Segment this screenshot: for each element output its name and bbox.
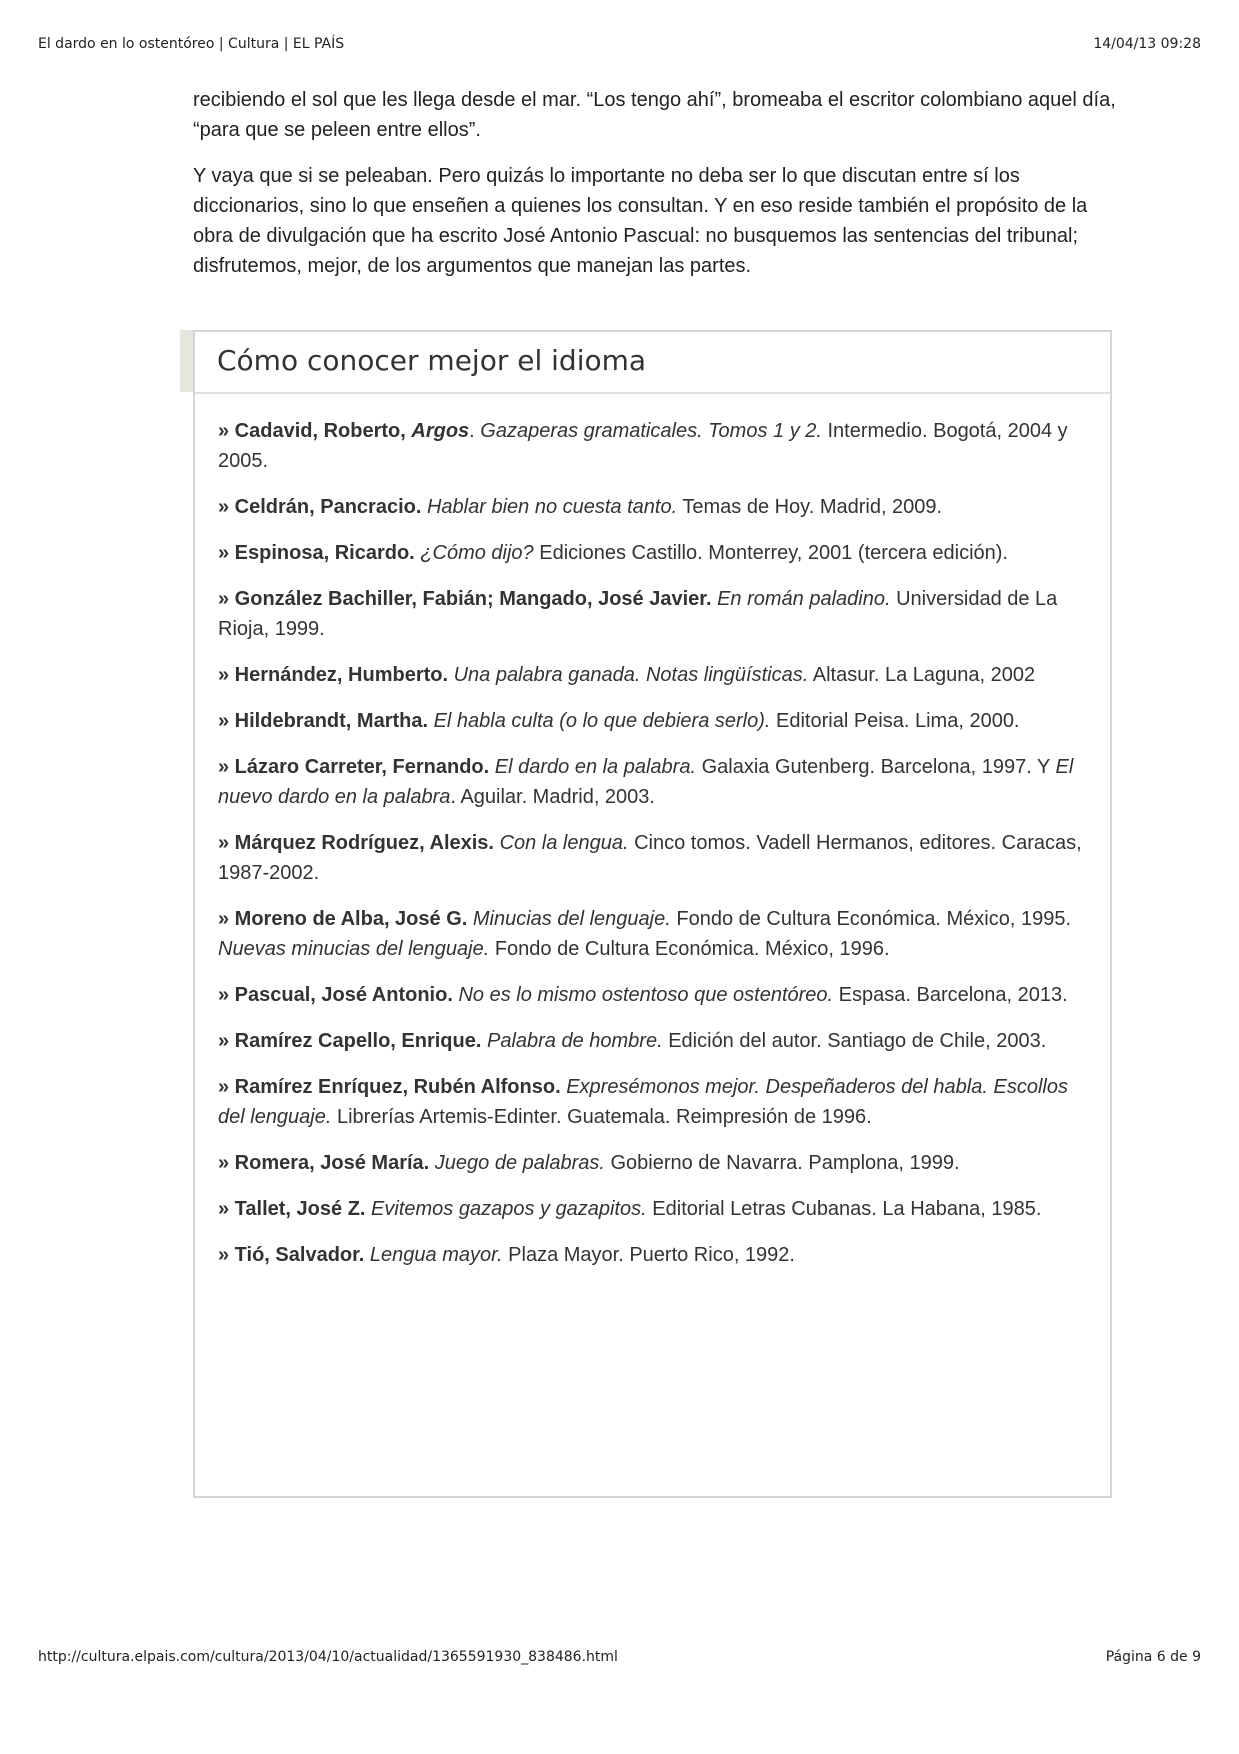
bibliography-entry	[218, 492, 1088, 522]
entry-details: Plaza Mayor. Puerto Rico, 1992.	[502, 1244, 795, 1266]
entry-title: ¿Cómo dijo?	[420, 542, 534, 564]
entry-details: Intermedio. Bogotá, 2004 y 2005.	[218, 420, 1068, 472]
entry-title: El habla culta (o lo que debiera serlo).	[433, 710, 771, 732]
entry-details: Fondo de Cultura Económica. México, 1995.	[670, 908, 1072, 930]
entry-details: Editorial Letras Cubanas. La Habana, 1985.	[646, 1198, 1042, 1220]
bibliography-entry	[218, 1194, 1088, 1224]
entry-details: Galaxia Gutenberg. Barcelona, 1997. Y	[696, 756, 1056, 778]
entry-author: » Romera, José María.	[218, 1152, 430, 1174]
bibliography-entry	[218, 416, 1088, 476]
entry-details: . Aguilar. Madrid, 2003.	[450, 786, 655, 808]
entry-title: Lengua mayor.	[369, 1244, 503, 1266]
entry-author: » González Bachiller, Fabián; Mangado, José Javier.	[218, 588, 712, 610]
box-accent-bar	[180, 330, 193, 392]
entry-details: Librerías Artemis-Edinter. Guatemala. Reimpresión de 1996.	[331, 1106, 872, 1128]
print-header	[38, 36, 1201, 52]
entry-author: » Pascual, José Antonio.	[218, 984, 453, 1006]
entry-details: Altasur. La Laguna, 2002	[808, 664, 1036, 686]
bibliography-entry	[218, 660, 1088, 690]
bibliography-entry	[218, 538, 1088, 568]
article-paragraph: Y vaya que si se peleaban. Pero quizás lo importante no deba ser lo que discutan entre sí los diccionarios, sino lo que enseñen a quienes los consultan. Y en eso reside también el propósito de la obra de divulgación que ha escrito José Antonio Pascual: no busquemos las sentencias del tribunal; disfrutemos, mejor, de los argumentos que manejan las partes.	[193, 165, 1088, 277]
print-footer	[38, 1649, 1201, 1665]
bibliography-box	[193, 330, 1112, 1498]
entry-title: Evitemos gazapos y gazapitos.	[371, 1198, 647, 1220]
entry-author: » Hildebrandt, Martha.	[218, 710, 429, 732]
entry-title: No es lo mismo ostentoso que ostentóreo.	[458, 984, 834, 1006]
entry-title: Palabra de hombre.	[486, 1030, 663, 1052]
entry-author: » Tallet, José Z.	[218, 1198, 366, 1220]
entry-title: Hablar bien no cuesta tanto.	[426, 496, 678, 518]
entry-title: Juego de palabras.	[434, 1152, 605, 1174]
entry-details: .	[469, 420, 481, 442]
entry-author: » Márquez Rodríguez, Alexis.	[218, 832, 494, 854]
bibliography-entry	[218, 1148, 1088, 1178]
bibliography-entry	[218, 904, 1088, 964]
entry-title: Con la lengua.	[499, 832, 629, 854]
entry-author: » Celdrán, Pancracio.	[218, 496, 422, 518]
entry-author: » Tió, Salvador.	[218, 1244, 365, 1266]
print-footer-url: http://cultura.elpais.com/cultura/2013/04/10/actualidad/1365591930_838486.html	[38, 1649, 618, 1665]
bibliography-entry	[218, 706, 1088, 736]
bibliography-entry	[218, 1072, 1088, 1132]
entry-details: Gobierno de Navarra. Pamplona, 1999.	[604, 1152, 960, 1174]
entry-details: Universidad de La Rioja, 1999.	[218, 588, 1058, 640]
bibliography-box-header	[195, 332, 1110, 394]
entry-details: Ediciones Castillo. Monterrey, 2001 (tercera edición).	[533, 542, 1008, 564]
bibliography-entry	[218, 1240, 1088, 1270]
entry-author: » Ramírez Capello, Enrique.	[218, 1030, 482, 1052]
entry-details: Edición del autor. Santiago de Chile, 2003.	[662, 1030, 1047, 1052]
bibliography-list	[195, 394, 1110, 1270]
entry-details: Espasa. Barcelona, 2013.	[833, 984, 1068, 1006]
entry-title: Gazaperas gramaticales. Tomos 1 y 2.	[480, 420, 822, 442]
bibliography-box-title: Cómo conocer mejor el idioma	[217, 344, 647, 377]
entry-title: En román paladino.	[717, 588, 891, 610]
entry-author: » Espinosa, Ricardo.	[218, 542, 415, 564]
entry-author: » Lázaro Carreter, Fernando.	[218, 756, 490, 778]
entry-title: El nuevo dardo en la palabra	[218, 756, 1074, 808]
entry-title: Una palabra ganada. Notas lingüísticas.	[453, 664, 809, 686]
entry-details: Cinco tomos. Vadell Hermanos, editores. Caracas, 1987-2002.	[218, 832, 1082, 884]
entry-author: » Ramírez Enríquez, Rubén Alfonso.	[218, 1076, 561, 1098]
entry-title: Nuevas minucias del lenguaje.	[218, 938, 490, 960]
entry-details: Temas de Hoy. Madrid, 2009.	[677, 496, 943, 518]
bibliography-entry	[218, 980, 1088, 1010]
entry-title: El dardo en la palabra.	[494, 756, 697, 778]
article-paragraph: recibiendo el sol que les llega desde el mar. “Los tengo ahí”, bromeaba el escritor colombiano aquel día, “para que se peleen entre ellos”.	[193, 89, 1116, 141]
bibliography-entry	[218, 584, 1088, 644]
entry-details: Fondo de Cultura Económica. México, 1996.	[489, 938, 890, 960]
entry-author: » Cadavid, Roberto,	[218, 420, 412, 442]
bibliography-entry	[218, 828, 1088, 888]
article-body	[193, 85, 1123, 297]
entry-title: Expresémonos mejor. Despeñaderos del habla. Escollos del lenguaje.	[218, 1076, 1068, 1128]
print-footer-page: Página 6 de 9	[1105, 1649, 1201, 1665]
entry-title: Minucias del lenguaje.	[472, 908, 671, 930]
entry-author-italic: Argos	[411, 420, 470, 442]
print-header-title: El dardo en lo ostentóreo | Cultura | EL PAÍS	[38, 36, 345, 52]
print-header-datetime: 14/04/13 09:28	[1093, 36, 1201, 52]
entry-details: Editorial Peisa. Lima, 2000.	[770, 710, 1020, 732]
entry-author: » Hernández, Humberto.	[218, 664, 449, 686]
bibliography-entry	[218, 1026, 1088, 1056]
bibliography-entry	[218, 752, 1088, 812]
entry-author: » Moreno de Alba, José G.	[218, 908, 468, 930]
